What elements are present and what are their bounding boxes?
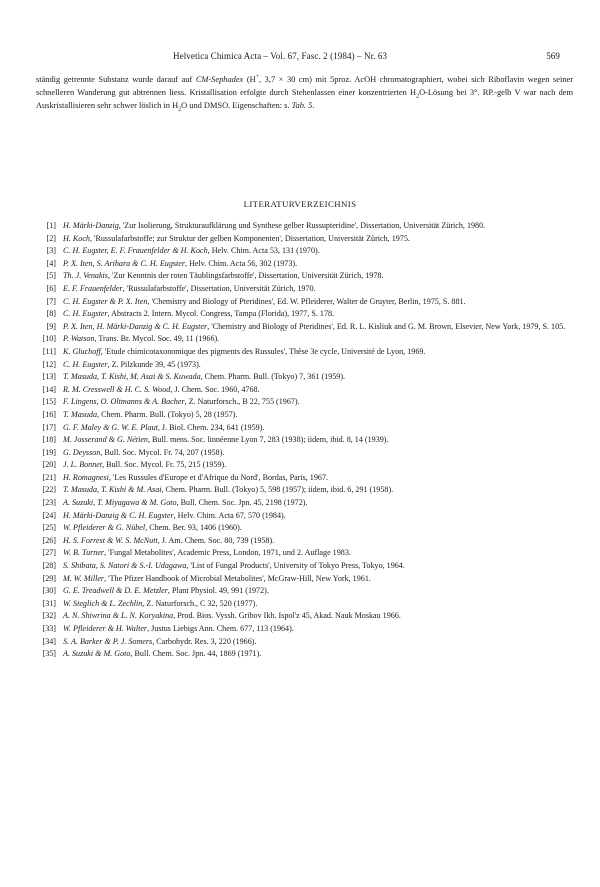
reference-number: [28] (42, 561, 56, 571)
reference-item (36, 233, 573, 246)
reference-authors: R. M. Cresswell & H. C. S. Wood (63, 384, 171, 394)
reference-number: [24] (42, 510, 56, 520)
reference-authors: A. Suzuki & M. Goto (63, 649, 131, 659)
reference-number: [18] (42, 435, 56, 445)
reference-number: [34] (42, 636, 56, 646)
reference-authors: G. E. Treadwell & D. E. Metzler (63, 586, 168, 596)
reference-authors: T. Masuda, T. Kishi, M. Asai & S. Kuwada (63, 372, 201, 382)
reference-item (36, 522, 573, 535)
reference-authors: T. Masuda (63, 409, 98, 419)
reference-number: [20] (42, 460, 56, 470)
reference-text (63, 385, 260, 394)
reference-authors: C. H. Eugster (63, 359, 108, 369)
reference-number: [15] (42, 397, 56, 407)
reference-item (36, 547, 573, 560)
reference-text (63, 221, 485, 230)
reference-item (36, 648, 573, 661)
reference-number: [5] (46, 271, 56, 281)
reference-item (36, 459, 573, 472)
table-reference: Tab. 5 (291, 101, 313, 110)
reference-text (63, 637, 257, 646)
reference-citation: , Bull. Soc. Mycol. Fr. 75, 215 (1959). (102, 460, 227, 470)
reference-authors: Th. J. Venakis (63, 271, 108, 281)
reference-text (63, 334, 219, 343)
reference-text (63, 536, 274, 545)
reference-text (63, 397, 300, 406)
reference-text (63, 599, 257, 608)
reference-citation: , 'Etude chimicotaxonomique des pigments des Russules', Thèse 3e cycle, Université de Lyon, 1969. (100, 346, 426, 356)
reference-item (36, 396, 573, 409)
reference-item (36, 359, 573, 372)
reference-text (63, 548, 351, 557)
reference-authors: W. Steglich & L. Zechlin (63, 598, 143, 608)
superscript: + (255, 74, 260, 81)
reference-citation: , Z. Pilzkunde 39, 45 (1973). (107, 359, 201, 369)
reference-citation: , Bull. mens. Soc. linnéenne Lyon 7, 283 (1938); iidem, ibid. 8, 14 (1939). (147, 435, 389, 445)
reference-citation: , J. Biol. Chem. 234, 641 (1959). (157, 422, 265, 432)
reference-number: [26] (42, 535, 56, 545)
reference-citation: , 'Zur Isolierung, Strukturaufklärung und Synthese gelber Russupteridine', Dissertation, Universität Zürich, 1980. (118, 221, 486, 230)
reference-number: [21] (42, 472, 56, 482)
reference-item (36, 245, 573, 258)
reference-text (63, 448, 224, 457)
reference-number: [7] (46, 296, 56, 306)
page-number: 569 (546, 51, 560, 61)
reference-authors: H. Koch (63, 233, 90, 243)
reference-authors: G. Deysson (63, 447, 101, 457)
reference-citation: , 'List of Fungal Products', University of Tokyo Press, Tokyo, 1964. (186, 561, 405, 571)
reference-item (36, 484, 573, 497)
reference-authors: P. X. Iten, S. Arihara & C. H. Eugster (63, 258, 186, 268)
reference-text (63, 309, 334, 318)
reference-citation: , Chem. Ber. 93, 1406 (1960). (145, 523, 242, 533)
reference-citation: , 'Zur Kenntnis der roten Täublingsfarbstoffe', Dissertation, Universität Zürich, 1978. (107, 271, 384, 281)
reference-citation: , Bull. Chem. Soc. Jpn. 45, 2198 (1972). (176, 498, 308, 508)
reference-authors: E. F. Frauenfelder (63, 283, 123, 293)
reference-item (36, 623, 573, 636)
reference-citation: , Trans. Br. Mycol. Soc. 49, 11 (1966). (94, 334, 220, 344)
reference-item (36, 333, 573, 346)
reference-authors: T. Masuda, T. Kishi & M. Asai (63, 485, 162, 495)
reference-text (63, 435, 389, 444)
reference-item (36, 585, 573, 598)
reference-item (36, 422, 573, 435)
reference-text (63, 322, 565, 331)
reference-citation: , 'Russulafarbstoffe', Dissertation, Universität Zürich, 1970. (122, 283, 316, 293)
reference-authors: C. H. Eugster, E. F. Frauenfelder & H. Koch (63, 246, 208, 256)
reference-citation: , Bull. Soc. Mycol. Fr. 74, 207 (1958). (100, 447, 225, 457)
reference-text (63, 271, 383, 280)
reference-text (63, 297, 466, 306)
reference-number: [30] (42, 586, 56, 596)
reference-number: [10] (42, 334, 56, 344)
reference-authors: K. Gluchoff (63, 346, 101, 356)
reference-item (36, 321, 573, 334)
reference-text (63, 410, 237, 419)
reference-number: [29] (42, 573, 56, 583)
reference-citation: , J. Am. Chem. Soc. 80, 739 (1958). (157, 535, 275, 545)
reference-text (63, 473, 328, 482)
reference-number: [17] (42, 422, 56, 432)
reference-text (63, 234, 410, 243)
intro-text: (H (246, 75, 256, 84)
reference-number: [3] (46, 246, 56, 256)
reference-item (36, 308, 573, 321)
reference-citation: , Bull. Chem. Soc. Jpn. 44, 1869 (1971). (130, 649, 262, 659)
reference-item (36, 296, 573, 309)
reference-text (63, 460, 226, 469)
reference-number: [11] (42, 346, 56, 356)
reference-text (63, 586, 269, 595)
reference-authors: C. H. Eugster & P. X. Iten (63, 296, 148, 306)
subscript: 2 (178, 106, 182, 113)
reference-authors: W. Pfleiderer & G. Nübel (63, 523, 146, 533)
reference-citation: , J. Chem. Soc. 1960, 4768. (170, 384, 260, 394)
reference-authors: H. Märki-Danzig & C. H. Eugster (63, 510, 174, 520)
reference-authors: J. L. Bonnet (63, 460, 103, 470)
reference-text (63, 561, 405, 570)
reference-authors: G. F. Maley & G. W. E. Plaut (63, 422, 158, 432)
reference-number: [8] (46, 309, 56, 319)
reference-authors: A. N. Shiwrina & L. N. Koryakina (63, 611, 174, 621)
reference-citation: , Chem. Pharm. Bull. (Tokyo) 5, 28 (1957). (97, 409, 238, 419)
reference-number: [6] (46, 283, 56, 293)
reference-item (36, 258, 573, 271)
reference-citation: , 'Russulafarbstoffe; zur Struktur der gelben Komponenten', Dissertation, Universität Zürich, 1975. (89, 233, 410, 243)
reference-item (36, 220, 573, 233)
reference-citation: , Prod. Bios. Vyssh. Gribov Ikh. Ispol'z 45, Akad. Nauk Moskau 1966. (173, 611, 401, 621)
reference-number: [35] (42, 649, 56, 659)
reference-item (36, 560, 573, 573)
reference-number: [32] (42, 611, 56, 621)
reference-authors: S. Shibata, S. Natori & S.-I. Udagawa (63, 561, 187, 571)
reference-authors: F. Lingens, O. Oltmanns & A. Bacher (63, 397, 185, 407)
reference-number: [31] (42, 598, 56, 608)
intro-text: . (312, 101, 315, 110)
reference-list (36, 220, 573, 661)
reference-authors: W. Pfleiderer & H. Walter (63, 624, 148, 633)
reference-authors: M. Josserand & G. Nétien (63, 435, 148, 445)
reference-citation: , 'Chemistry and Biology of Pteridines', Ed. W. Pfleiderer, Walter de Gruyter, Berlin, 1975, S. 881. (147, 296, 466, 306)
reference-text (63, 511, 286, 520)
reference-number: [1] (46, 221, 56, 230)
reference-item (36, 346, 573, 359)
reference-citation: , Z. Naturforsch., B 22, 755 (1967). (184, 397, 300, 407)
reference-text (63, 611, 401, 620)
reference-number: [2] (46, 233, 56, 243)
reference-citation: , 'Chemistry and Biology of Pteridines', Ed. R. L. Kisliuk and G. M. Brown, Elsevier, New York, 1979, S. 105. (207, 321, 566, 331)
reference-citation: , Chem. Pharm. Bull. (Tokyo) 7, 361 (1959). (200, 372, 346, 382)
reference-authors: H. Romagnesi (63, 472, 109, 482)
reference-citation: , Helv. Chim. Acta 53, 131 (1970). (207, 246, 320, 256)
journal-header-title: Helvetica Chimica Acta – Vol. 67, Fasc. 2 (1984) – Nr. 63 (173, 51, 388, 61)
reference-text (63, 259, 297, 268)
reference-item (36, 434, 573, 447)
reference-number: [22] (42, 485, 56, 495)
reference-item (36, 283, 573, 296)
intro-text: O und DMSO. Eigenschaften: s. (181, 101, 292, 110)
reference-number: [4] (46, 258, 56, 268)
reference-item (36, 535, 573, 548)
reference-authors: P. X. Iten, H. Märki-Danzig & C. H. Eugster (63, 321, 208, 331)
reference-item (36, 472, 573, 485)
reference-item (36, 573, 573, 586)
reference-number: [16] (42, 409, 56, 419)
reference-citation: , Justus Liebigs Ann. Chem. 677, 113 (1964). (147, 624, 294, 633)
reference-number: [23] (42, 498, 56, 508)
reference-citation: , Plant Physiol. 49, 991 (1972). (167, 586, 269, 596)
reference-text (63, 649, 261, 658)
reference-item (36, 371, 573, 384)
reference-item (36, 636, 573, 649)
reference-authors: P. Watson (63, 334, 95, 344)
reference-text (63, 246, 320, 255)
reference-item (36, 497, 573, 510)
reference-text (63, 360, 201, 369)
reference-number: [33] (42, 624, 56, 633)
reference-text (63, 372, 345, 381)
intro-text: O-Lösung bei 3°. RP.-gelb V war nach dem Auskristallisieren sehr schwer löslich in H (36, 88, 573, 110)
reference-text (63, 498, 307, 507)
reference-citation: , Carbohydr. Res. 3, 220 (1966). (152, 636, 257, 646)
reference-number: [12] (42, 359, 56, 369)
reference-item (36, 409, 573, 422)
reference-authors: S. A. Barker & P. J. Somers (63, 636, 153, 646)
reference-text (63, 485, 393, 494)
reference-citation: , Helv. Chim. Acta 67, 570 (1984). (173, 510, 286, 520)
reference-text (63, 347, 425, 356)
reference-number: [25] (42, 523, 56, 533)
reference-citation: , 'The Pfizer Handbook of Microbial Metabolites', McGraw-Hill, New York, 1961. (104, 573, 371, 583)
reference-text (63, 574, 371, 583)
subscript: 2 (416, 93, 420, 100)
reference-text (63, 284, 316, 293)
reference-authors: A. Suzuki, T. Miyagawa & M. Goto (63, 498, 177, 508)
reference-citation: , Helv. Chim. Acta 56, 302 (1973). (185, 258, 298, 268)
reference-number: [9] (46, 321, 56, 331)
intro-paragraph (36, 73, 573, 112)
reference-item (36, 598, 573, 611)
reference-item (36, 384, 573, 397)
reference-authors: C. H. Eugster (63, 309, 108, 319)
reference-item (36, 610, 573, 623)
intro-text: , 3,7 × 30 cm) mit 5proz. AcOH chromatographiert, wobei sich Riboflavin wegen seiner schnelleren Wanderung gut abtrennen liess. Kristallisation erfolgte durch Stehenlassen einer konzentrierten H (36, 75, 573, 97)
reference-number: [27] (42, 548, 56, 558)
reference-citation: , Abstracts 2. Intern. Mycol. Congress, Tampa (Florida), 1977, S. 178. (107, 309, 335, 319)
intro-text: ständig getrennte Substanz wurde darauf auf (36, 75, 196, 84)
reference-authors: M. W. Miller (63, 573, 105, 583)
reference-number: [14] (42, 384, 56, 394)
section-heading: LITERATURVERZEICHNIS (243, 199, 357, 209)
reference-text (63, 423, 264, 432)
reference-number: [13] (42, 372, 56, 382)
reference-authors: W. B. Turner (63, 548, 105, 558)
reference-authors: H. S. Forrest & W. S. McNutt (63, 535, 158, 545)
reference-text (63, 624, 294, 633)
reference-citation: , 'Fungal Metabolites', Academic Press, London, 1971, und 2. Auflage 1983. (104, 548, 351, 558)
reference-item (36, 510, 573, 523)
reference-citation: , 'Les Russules d'Europe et d'Afrique du Nord', Bordas, Paris, 1967. (108, 472, 329, 482)
reference-citation: , Chem. Pharm. Bull. (Tokyo) 5, 598 (1957); iidem, ibid. 6, 291 (1958). (161, 485, 394, 495)
reference-authors: H. Märki-Danzig (63, 221, 119, 230)
reference-number: [19] (42, 447, 56, 457)
reference-citation: , Z. Naturforsch., C 32, 520 (1977). (142, 598, 258, 608)
reference-item (36, 270, 573, 283)
sephadex-term: CM-Sephadex (195, 75, 244, 84)
reference-text (63, 523, 242, 532)
reference-item (36, 447, 573, 460)
